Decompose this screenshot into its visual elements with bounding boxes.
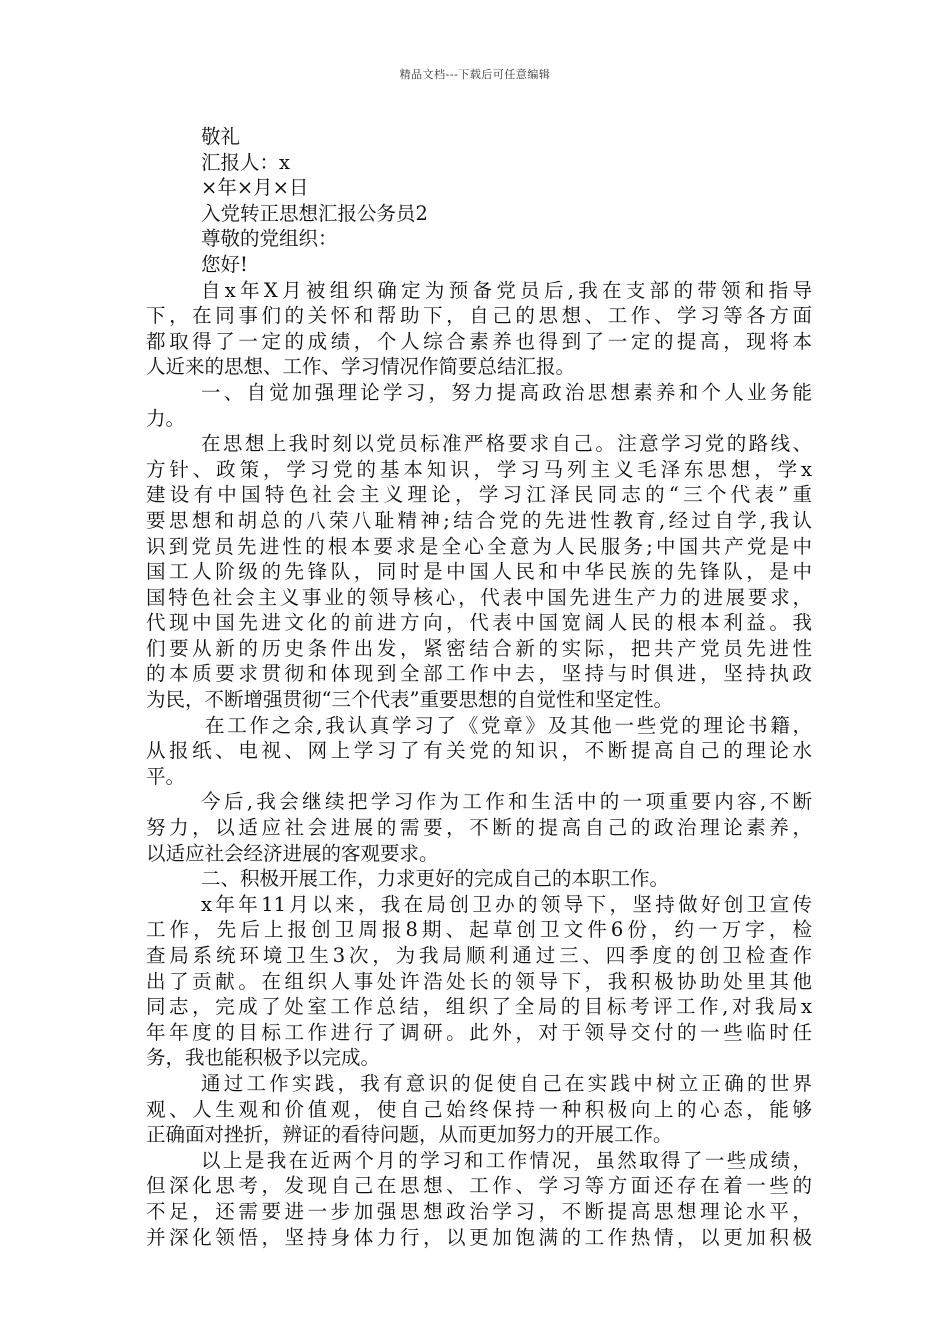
paragraph-line: 以上是我在近两个月的学习和工作情况，虽然取得了一些成绩， xyxy=(201,1148,812,1172)
paragraph-line: 观、人生观和价值观，使自己始终保持一种积极向上的心态，能够 xyxy=(146,1097,812,1121)
paragraph-line: 要思想和胡总的八荣八耻精神;结合党的先进性教育,经过自学,我认 xyxy=(146,508,812,532)
paragraph-line: 代现中国先进文化的前进方向，代表中国宽阔人民的根本利益。我 xyxy=(146,611,812,635)
paragraph-line: 国特色社会主义事业的领导核心，代表中国先进生产力的进展要求， xyxy=(146,585,812,609)
date-line: ×年×月×日 xyxy=(201,176,309,200)
paragraph-line: 并深化领悟，坚持身体力行，以更加饱满的工作热情，以更加积极 xyxy=(146,1225,812,1249)
reporter-line: 汇报人：x xyxy=(201,150,290,174)
paragraph-line: 建设有中国特色社会主义理论，学习江泽民同志的“三个代表”重 xyxy=(146,483,812,507)
paragraph-line: 通过工作实践，我有意识的促使自己在实践中树立正确的世界 xyxy=(201,1071,812,1095)
paragraph-line: 的本质要求贯彻和体现到全部工作中去，坚持与时俱进，坚持执政 xyxy=(146,662,812,686)
greeting-hello: 您好! xyxy=(201,252,248,276)
section-heading-line: 二、积极开展工作，力求更好的完成自己的本职工作。 xyxy=(201,867,670,891)
paragraph-line: 们要从新的历史条件出发，紧密结合新的实际，把共产党员先进性 xyxy=(146,636,812,660)
paragraph-line: 以适应社会经济进展的客观要求。 xyxy=(146,841,439,865)
paragraph-line: 方针、政策，学习党的基本知识，学习马列主义毛泽东思想，学x xyxy=(146,457,812,481)
paragraph-line: 都取得了一定的成绩，个人综合素养也得到了一定的提高，现将本 xyxy=(146,329,812,353)
paragraph-line: 同志，完成了处室工作总结，组织了全局的目标考评工作,对我局x xyxy=(146,995,812,1019)
paragraph-line: 为民，不断增强贯彻“三个代表”重要思想的自觉性和坚定性。 xyxy=(146,688,673,712)
page-header-watermark: 精品文档---下载后可任意编辑 xyxy=(399,68,551,81)
paragraph-line: 工作，先后上报创卫周报8期、起草创卫文件6份，约一万字，检 xyxy=(146,918,812,942)
paragraph-line: 人近来的思想、工作、学习情况作简要总结汇报。 xyxy=(146,355,576,379)
document-title: 入党转正思想汇报公务员2 xyxy=(201,201,428,225)
paragraph-line: 正确面对挫折，辨证的看待问题，从而更加努力的开展工作。 xyxy=(146,1123,673,1147)
closing-salutation: 敬礼 xyxy=(201,125,241,148)
paragraph-line: 从报纸、电视、网上学习了有关党的知识，不断提高自己的理论水 xyxy=(146,739,812,763)
paragraph-line: 出了贡献。在组织人事处许浩处长的领导下，我积极协助处里其他 xyxy=(146,969,812,993)
paragraph-line: 但深化思考，发现自己在思想、工作、学习等方面还存在着一些的 xyxy=(146,1174,812,1198)
paragraph-line: 务，我也能积极予以完成。 xyxy=(146,1046,381,1070)
paragraph-line: 下，在同事们的关怀和帮助下，自己的思想、工作、学习等各方面 xyxy=(146,304,812,328)
paragraph-line: 国工人阶级的先锋队，同时是中国人民和中华民族的先锋队，是中 xyxy=(146,560,812,584)
paragraph-line: 不足，还需要进一步加强思想政治学习，不断提高思想理论水平， xyxy=(146,1199,812,1223)
paragraph-line: 年年度的目标工作进行了调研。此外，对于领导交付的一些临时任 xyxy=(146,1020,812,1044)
paragraph-line: 今后,我会继续把学习作为工作和生活中的一项重要内容,不断 xyxy=(201,790,812,814)
paragraph-line: 查局系统环境卫生3次，为我局顺利通过三、四季度的创卫检查作 xyxy=(146,944,812,967)
paragraph-line: 平。 xyxy=(146,764,186,788)
document-body xyxy=(146,124,812,1250)
paragraph-line: 自x年X月被组织确定为预备党员后,我在支部的带领和指导 xyxy=(201,278,812,302)
paragraph-line: 努力，以适应社会进展的需要，不断的提高自己的政治理论素养， xyxy=(146,816,812,840)
section-heading-line: 一、自觉加强理论学习，努力提高政治思想素养和个人业务能 xyxy=(201,380,812,404)
paragraph-line: 在工作之余,我认真学习了《党章》及其他一些党的理论书籍， xyxy=(205,713,812,737)
section-heading-line: 力。 xyxy=(146,406,186,430)
paragraph-line: x年年11月以来，我在局创卫办的领导下，坚持做好创卫宣传 xyxy=(201,892,812,916)
greeting-recipient: 尊敬的党组织： xyxy=(201,227,338,251)
paragraph-line: 在思想上我时刻以党员标准严格要求自己。注意学习党的路线、 xyxy=(201,432,812,456)
paragraph-line: 识到党员先进性的根本要求是全心全意为人民服务;中国共产党是中 xyxy=(146,534,812,558)
